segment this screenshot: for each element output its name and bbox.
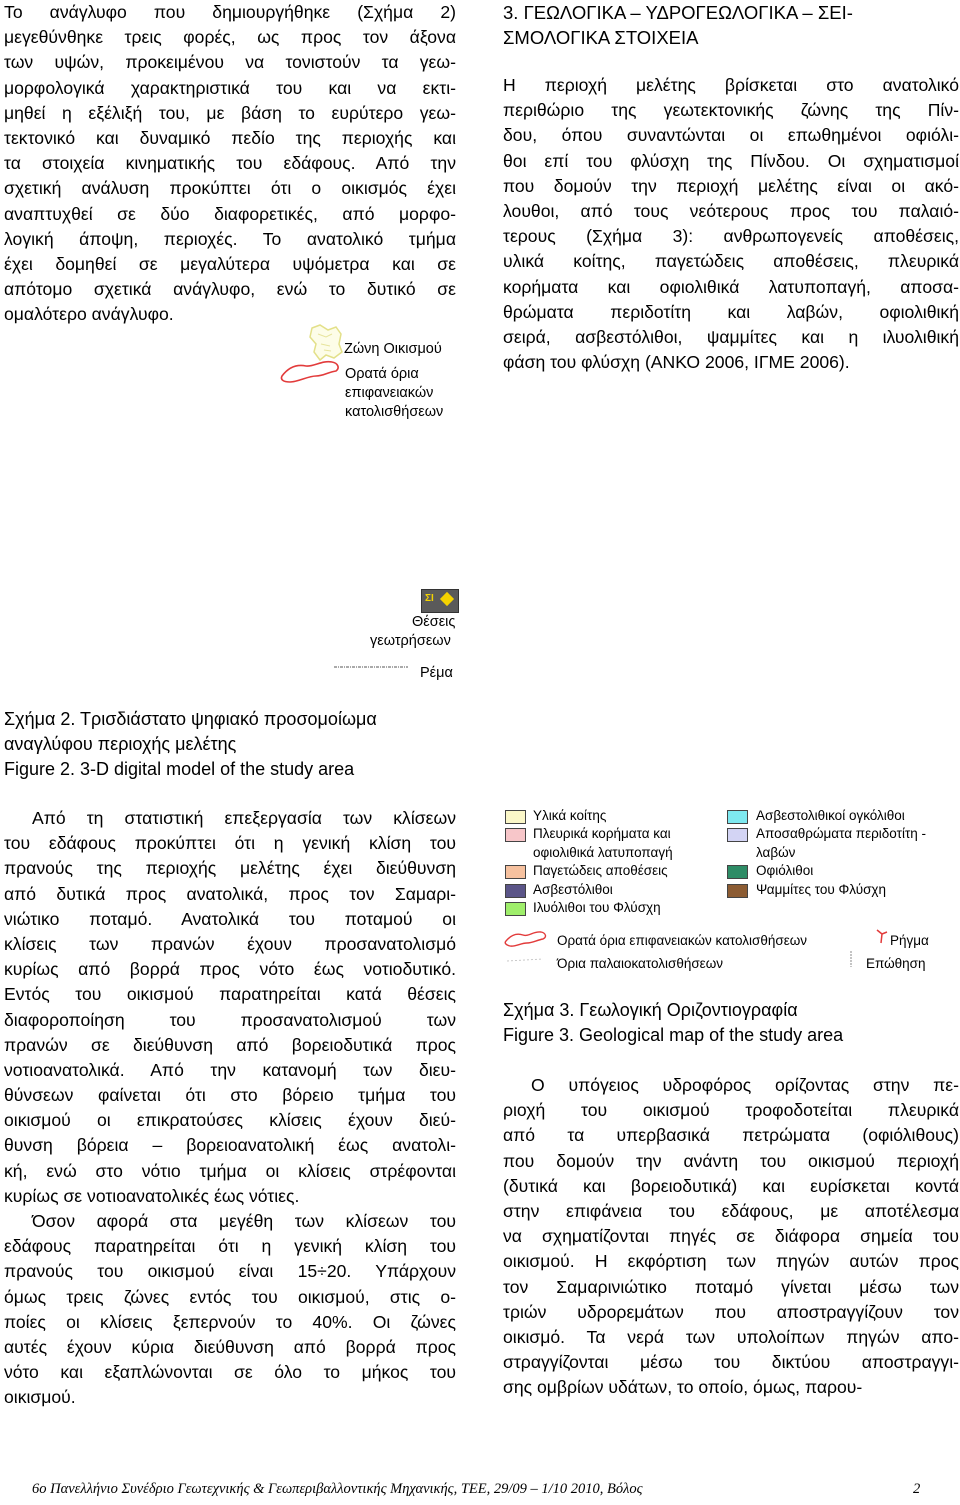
landslide-label-3: κατολισθήσεων: [345, 404, 444, 420]
legend-label: Ιλυόλιθοι του Φλύσχη: [533, 900, 661, 915]
text-line: τριών υδρορεμάτων που αποστραγγίζουν τον: [503, 1301, 959, 1322]
stream-label: Ρέμα: [420, 665, 453, 681]
text-line: από δυτικά προς ανατολικά, προς τον Σαμαρι-: [4, 883, 456, 904]
text-line: πρανούς του οικισμού είναι 15÷20. Υπάρχουν: [4, 1261, 456, 1282]
paleo-landslide-label: Όρια παλαιοκατολισθήσεων: [557, 956, 723, 971]
boreholes-label-1: Θέσεις: [412, 614, 456, 630]
text-line: σειρά, ασβεστόλιθοι, ψαμμίτες και η ιλυολιθική: [503, 326, 959, 347]
text-line: των υψών, προκειμένου να τονιστούν τα γεω-: [4, 52, 456, 73]
text-line: απότομο σχετικά ανάγλυφο, ενώ το δυτικό σε: [4, 279, 456, 300]
text-line: τα στοιχεία κινηματικής του εδάφους. Από την: [4, 153, 456, 174]
legend-swatch: [727, 865, 748, 879]
text-line: φάση του φλύσχη (ΑΝΚΟ 2006, ΙΓΜΕ 2006).: [503, 352, 850, 373]
text-line: τον Σαμαρινιώτικο ποταμό γίνεται μέσω των: [503, 1276, 959, 1297]
legend-label: Υλικά κοίτης: [533, 808, 607, 823]
text-line: κορήματα και οφιολιθικά λατυποπαγή, αποσα-: [503, 276, 959, 297]
text-line: κυρίως σε νοτιοανατολικές έως νότιες.: [4, 1185, 300, 1206]
borehole-icon-text: ΣΙ: [425, 593, 434, 604]
text-line: κή, ενώ στο νότιο τμήμα οι κλίσεις στρέφονται: [4, 1160, 456, 1181]
text-line: όμως τρεις ζώνες εντός του οικισμού, στις ο-: [4, 1286, 456, 1307]
text-line: από τα υπερβασικά πετρώματα (οφιόλιθους): [503, 1125, 959, 1146]
text-line: αυτές έχουν κύρια διεύθυνση από βορρά προς: [4, 1336, 456, 1357]
legend-swatch: [505, 810, 526, 824]
text-line: Όσον αφορά στα μεγέθη των κλίσεων του: [32, 1211, 456, 1231]
text-line: που δομούν την ανάντη του οικισμού περιοχή: [503, 1150, 959, 1171]
boreholes-label-2: γεωτρήσεων: [370, 633, 451, 649]
text-line: λογική άποψη, περιοχές. Το ανατολικό τμήμα: [4, 228, 456, 249]
text-line: νιώτικο ποταμό. Ανατολικά του ποταμού οι: [4, 908, 456, 929]
fault-icon: [875, 928, 889, 944]
text-line: Η περιοχή μελέτης βρίσκεται στο ανατολικό: [503, 75, 959, 95]
text-line: θύνσεων φαίνεται ότι στο βόρειο τμήμα του: [4, 1085, 456, 1106]
text-line: πρανούς της περιοχής μελέτης έχει διεύθυνση: [4, 858, 456, 879]
text-line: Από τη στατιστική επεξεργασία των κλίσεων: [32, 808, 456, 828]
slopes-paragraph-1: [4, 806, 456, 1209]
text-line: Το ανάγλυφο που δημιουργήθηκε (Σχήμα 2): [4, 2, 456, 22]
landslide-label-1: Ορατά όρια: [345, 366, 419, 382]
paleo-landslide-icon: [503, 955, 549, 965]
groundwater-paragraph: [503, 1073, 959, 1400]
text-line: πρανών σε διεύθυνση από βορειοδυτικά προς: [4, 1034, 456, 1055]
visible-landslide-icon: [503, 927, 549, 949]
text-line: μεγεθύνθηκε τρεις φορές, ως προς τον άξονα: [4, 27, 456, 48]
text-line: υλικά κοίτης, παγετώδεις αποθέσεις, πλευρικά: [503, 251, 959, 272]
landslide-label-2: επιφανειακών: [345, 385, 434, 401]
conference-footer: 6ο Πανελλήνιο Συνέδριο Γεωτεχνικής & Γεωπεριβαλλοντικής Μηχανικής, ΤΕΕ, 29/09 – 1/10 2010, Βόλος: [32, 1481, 643, 1497]
thrust-icon: [847, 950, 855, 968]
legend-swatch: [727, 828, 748, 842]
text-line: οικισμό. Τα νερά των υπολοίπων πηγών απο-: [503, 1326, 959, 1347]
legend-label: Ασβεστολιθικοί ογκόλιθοι: [756, 808, 905, 823]
visible-landslide-label: Ορατά όρια επιφανειακών κατολισθήσεων: [557, 933, 808, 948]
legend-swatch: [505, 884, 526, 898]
section3-heading-1: 3. ΓΕΩΛΟΓΙΚΑ – ΥΔΡΟΓΕΩΛΟΓΙΚΑ – ΣΕΙ-: [503, 2, 853, 23]
stream-line-icon: [333, 663, 409, 671]
text-line: ριοχή του οικισμού τροφοδοτείται πλευρικά: [503, 1100, 959, 1121]
text-line: οικισμού οι επικρατούσες κλίσεις έχουν διεύ-: [4, 1110, 456, 1131]
borehole-icon: [421, 589, 459, 613]
figure3-caption-gr: Σχήμα 3. Γεωλογική Οριζοντιογραφία: [503, 1000, 798, 1020]
fault-label: Ρήγμα: [890, 933, 929, 948]
legend-label: οφιολιθικά λατυποπαγή: [533, 844, 673, 860]
text-line: εδάφους παρατηρείται ότι η γενική κλίση του: [4, 1236, 456, 1257]
legend-label: Ασβεστόλιθοι: [533, 881, 613, 897]
text-line: αναπτυχθεί σε δύο διαφορετικές, από μορφο-: [4, 203, 456, 224]
text-line: στραγγίζονται μέσω του δικτύου αποστραγγι-: [503, 1352, 959, 1373]
text-line: λουθοι, από τους νεότερους προς του παλαιό-: [503, 200, 959, 221]
legend-swatch: [505, 865, 526, 879]
text-line: σχετική ανάλυση προκύπτει ότι ο οικισμός έχει: [4, 178, 456, 199]
text-line: τεκτονικό και δυναμικό πεδίο της περιοχής και: [4, 127, 456, 148]
text-line: ποίες οι κλίσεις ξεπερνούν το 40%. Οι ζώνες: [4, 1311, 456, 1332]
text-line: τερους (Σχήμα 3): ανθρωπογενείς αποθέσεις,: [503, 226, 959, 247]
legend-label: Ψαμμίτες του Φλύσχη: [756, 881, 887, 897]
settlement-zone-label: Ζώνη Οικισμού: [344, 341, 442, 357]
text-line: Εντός του οικισμού παρατηρείται κατά θέσεις: [4, 984, 456, 1005]
legend-swatch: [505, 828, 526, 842]
legend-label: Παγετώδεις αποθέσεις: [533, 863, 668, 879]
text-line: κλίσεις των πρανών έχουν προσανατολισμό: [4, 933, 456, 954]
intro-paragraph: [4, 0, 456, 327]
text-line: έχει δομηθεί σε μεγαλύτερα υψόμετρα και σε: [4, 253, 456, 274]
figure2-caption-gr-1: Σχήμα 2. Τρισδιάστατο ψηφιακό προσομοίωμα: [4, 709, 377, 729]
legend-label: Οφιόλιθοι: [756, 863, 814, 879]
text-line: που δομούν την περιοχή μελέτης είναι οι ακό-: [503, 175, 959, 196]
figure3-caption-en: Figure 3. Geological map of the study area: [503, 1025, 844, 1045]
text-line: διαφοροποίηση του προσανατολισμού των: [4, 1009, 456, 1030]
text-line: Ο υπόγειος υδροφόρος ορίζοντας στην πε-: [531, 1075, 959, 1095]
text-line: περιθώριο της γεωτεκτονικής ζώνης της Πίν-: [503, 100, 959, 121]
thrust-label: Επώθηση: [866, 956, 926, 971]
text-line: μηθεί η εξέλιξή του, με βάση το ευρύτερο γεω-: [4, 102, 456, 123]
text-line: οικισμού.: [4, 1387, 76, 1408]
legend-swatch: [727, 810, 748, 824]
figure2-caption-en: Figure 2. 3-D digital model of the study area: [4, 759, 355, 779]
text-line: νότο και εξαπλώνονται σε όλο το μήκος του: [4, 1362, 456, 1383]
text-line: θρώματα περιδοτίτη και λαβών, οφιολιθική: [503, 301, 959, 322]
text-line: οικισμού. Η εκφόρτιση των πηγών αυτών προς: [503, 1251, 959, 1272]
text-line: του εδάφους προκύπτει ότι η γενική κλίση του: [4, 833, 456, 854]
text-line: κυρίως από βορρά προς νότο έως νοτιοδυτικό.: [4, 959, 456, 980]
text-line: να σχηματίζονται πηγές σε διάφορα σημεία του: [503, 1226, 959, 1247]
figure2-caption-gr-2: αναγλύφου περιοχής μελέτης: [4, 734, 237, 754]
text-line: μορφολογικά χαρακτηριστικά του και να εκτι-: [4, 77, 456, 98]
section3-heading-2: ΣΜΟΛΟΓΙΚΑ ΣΤΟΙΧΕΙΑ: [503, 27, 699, 48]
text-line: θοι επί του φλύσχη της Πίνδου. Οι σχηματισμοί: [503, 150, 959, 171]
legend-swatch: [727, 884, 748, 898]
text-line: θυνση βόρεια – βορειοανατολική έως ανατολι-: [4, 1135, 456, 1156]
text-line: δου, όπου συναντώνται οι επωθημένοι οφιόλι-: [503, 125, 959, 146]
legend-label: Πλευρικά κορήματα και: [533, 826, 671, 842]
legend-label: λαβών: [756, 844, 796, 860]
page-number: 2: [913, 1481, 921, 1497]
text-line: σης ομβρίων υδάτων, το οποίο, όμως, παρου-: [503, 1377, 863, 1398]
borehole-marker-icon: [440, 592, 454, 606]
landslide-boundary-icon: [278, 356, 344, 386]
legend-swatch: [505, 902, 526, 916]
text-line: ομαλότερο ανάγλυφο.: [4, 304, 174, 325]
text-line: (δυτικά και βορειοδυτικά) και ευρίσκεται κοντά: [503, 1175, 959, 1196]
text-line: νοτιοανατολικά. Από την κατανομή των διευ-: [4, 1059, 456, 1080]
geology-paragraph: [503, 73, 959, 375]
legend-label: Αποσαθρώματα περιδοτίτη -: [756, 826, 927, 842]
text-line: στην επιφάνεια του εδάφους, με αποτέλεσμα: [503, 1200, 959, 1221]
slopes-paragraph-2: [4, 1209, 456, 1411]
